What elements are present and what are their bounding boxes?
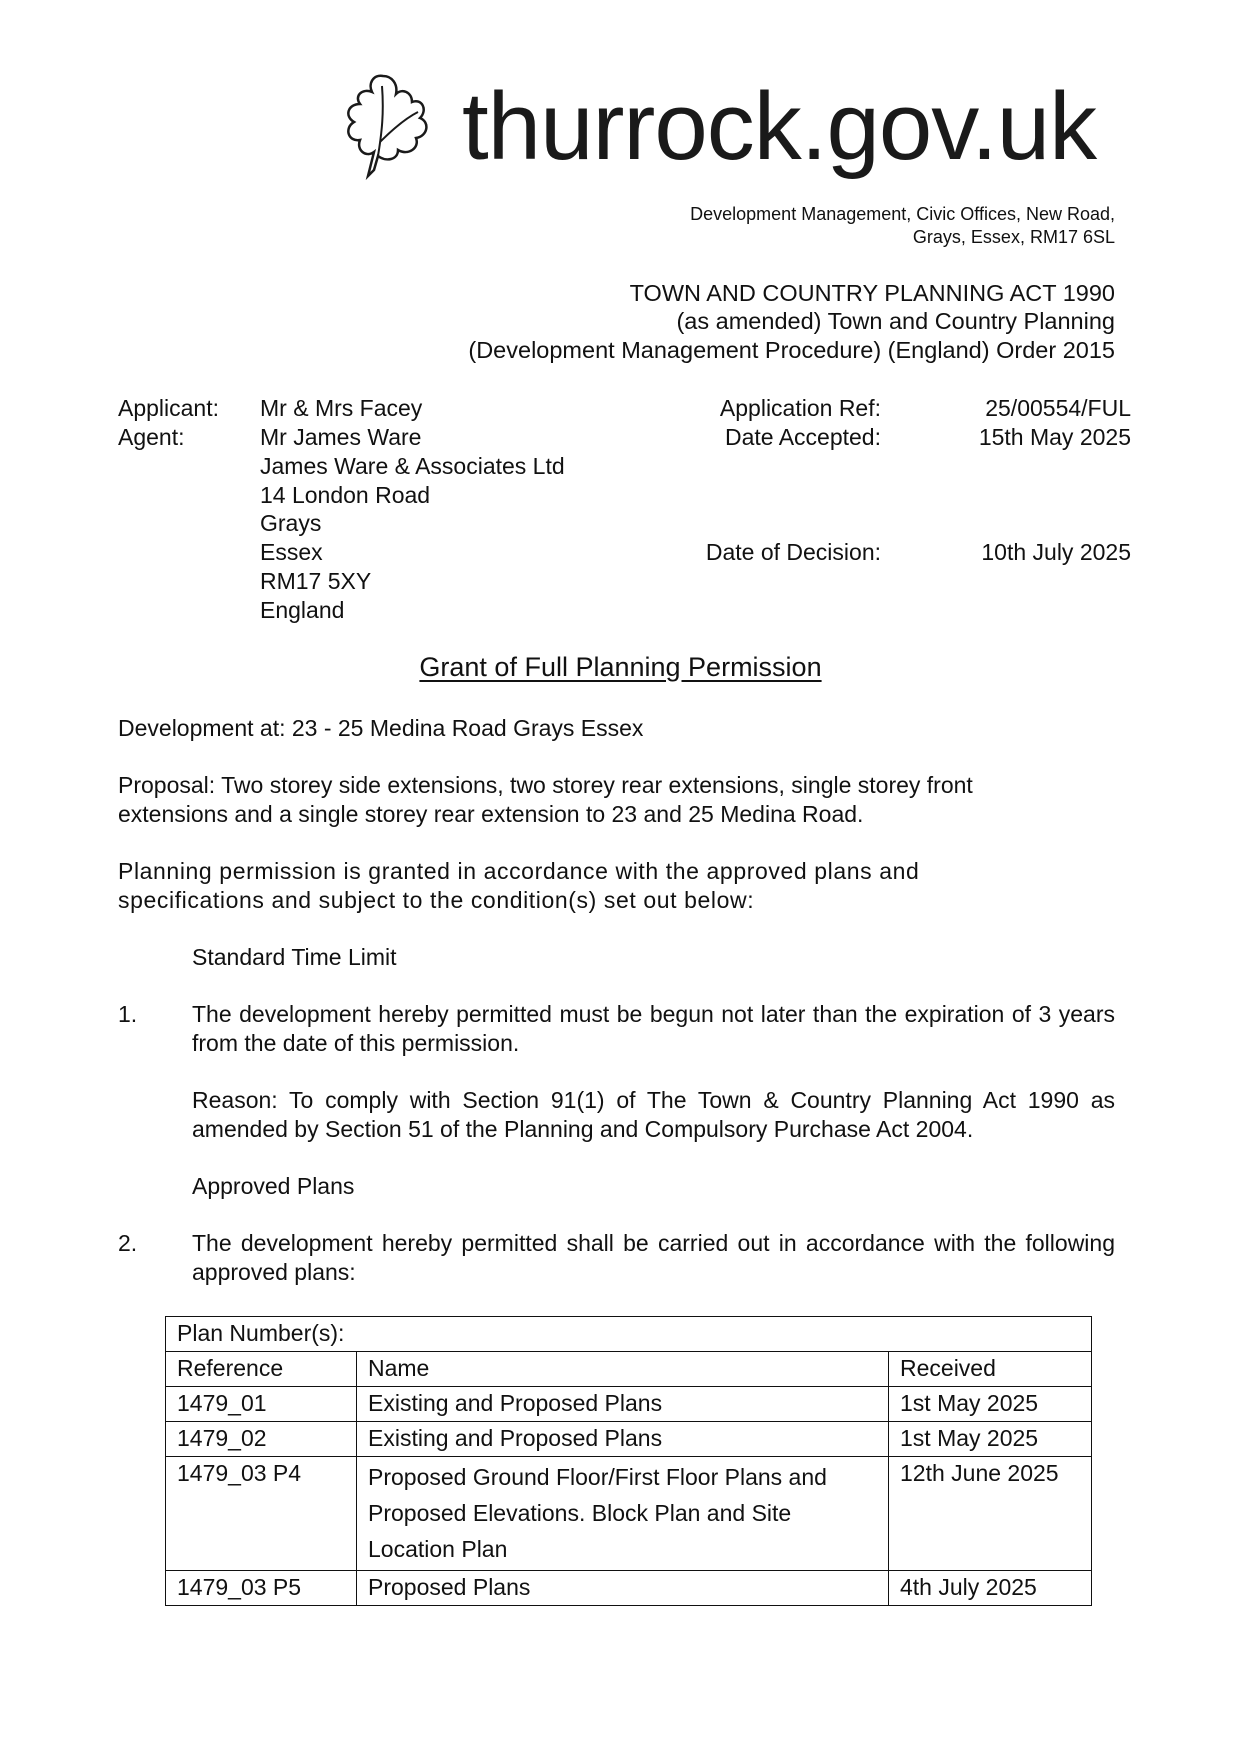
logo-text: thurrock.gov.uk: [462, 73, 1097, 180]
office-address-line2: Grays, Essex, RM17 6SL: [912, 227, 1115, 247]
date-decision-label: Date of Decision:: [705, 539, 881, 565]
agent-line: 14 London Road: [260, 482, 431, 508]
development-at: Development at: 23 - 25 Medina Road Grays Essex: [118, 715, 644, 741]
date-accepted-label: Date Accepted:: [725, 424, 881, 450]
cell-received: 1st May 2025: [889, 1422, 1092, 1457]
applicant-value: Mr & Mrs Facey: [260, 395, 423, 421]
table-header-row: [166, 1352, 1092, 1387]
granted-line1: Planning permission is granted in accordance with the approved plans and: [118, 858, 920, 884]
cell-name: Existing and Proposed Plans: [357, 1387, 889, 1422]
approved-plans-table: [165, 1316, 1092, 1606]
agent-line: Mr James Ware: [260, 424, 422, 450]
condition-1-reason: Reason: To comply with Section 91(1) of The Town & Country Planning Act 1990 as amended by Section 51 of the Planning and Compulsory Purchase Act 2004.: [192, 1087, 1115, 1142]
decision-title: [0, 652, 1241, 683]
cell-name: Existing and Proposed Plans: [357, 1422, 889, 1457]
cell-reference: 1479_02: [166, 1422, 357, 1457]
condition-2-text: The development hereby permitted shall be carried out in accordance with the following approved plans:: [192, 1230, 1115, 1285]
cell-reference: 1479_03 P5: [166, 1571, 357, 1606]
application-ref-label: Application Ref:: [719, 395, 881, 421]
condition-2-number: 2.: [118, 1230, 138, 1256]
cell-received: 1st May 2025: [889, 1387, 1092, 1422]
office-address-line1: Development Management, Civic Offices, New Road,: [690, 204, 1115, 224]
decision-title-text: Grant of Full Planning Permission: [419, 652, 822, 682]
applicant-label: Applicant:: [118, 395, 220, 421]
agent-label: Agent:: [118, 424, 185, 450]
header-reference: Reference: [166, 1352, 357, 1387]
agent-line: RM17 5XY: [260, 568, 372, 594]
oak-leaf-logo-icon: [338, 72, 433, 182]
date-decision-value: 10th July 2025: [981, 539, 1131, 565]
header-name: Name: [357, 1352, 889, 1387]
condition-1-text: The development hereby permitted must be begun not later than the expiration of 3 years from the date of this permission.: [192, 1001, 1115, 1056]
agent-line: James Ware & Associates Ltd: [260, 453, 565, 479]
condition-1-number: 1.: [118, 1001, 138, 1027]
table-row: [166, 1457, 1092, 1571]
cell-reference: 1479_01: [166, 1387, 357, 1422]
table-row: [166, 1387, 1092, 1422]
table-caption-row: [166, 1317, 1092, 1352]
act-line1: TOWN AND COUNTRY PLANNING ACT 1990: [629, 280, 1115, 306]
proposal-line1: Proposal: Two storey side extensions, two storey rear extensions, single storey front: [118, 772, 973, 798]
heading-approved-plans: Approved Plans: [192, 1173, 355, 1199]
application-ref-value: 25/00554/FUL: [985, 395, 1131, 421]
header-received: Received: [889, 1352, 1092, 1387]
cell-name: Proposed Plans: [357, 1571, 889, 1606]
date-accepted-value: 15th May 2025: [978, 424, 1131, 450]
cell-name: Proposed Ground Floor/First Floor Plans and Proposed Elevations. Block Plan and Site Location Plan: [357, 1457, 889, 1571]
agent-line: Grays: [260, 510, 322, 536]
proposal-line2: extensions and a single storey rear extension to 23 and 25 Medina Road.: [118, 801, 864, 827]
act-line3: (Development Management Procedure) (England) Order 2015: [468, 337, 1115, 363]
cell-received: 4th July 2025: [889, 1571, 1092, 1606]
granted-line2: specifications and subject to the condition(s) set out below:: [118, 887, 755, 913]
cell-reference: 1479_03 P4: [166, 1457, 357, 1571]
table-caption: Plan Number(s):: [166, 1317, 1092, 1352]
table-row: [166, 1571, 1092, 1606]
cell-received: 12th June 2025: [889, 1457, 1092, 1571]
agent-line: England: [260, 597, 345, 623]
table-row: [166, 1422, 1092, 1457]
act-line2: (as amended) Town and Country Planning: [676, 308, 1115, 334]
heading-standard-time-limit: Standard Time Limit: [192, 944, 397, 970]
agent-line: Essex: [260, 539, 323, 565]
